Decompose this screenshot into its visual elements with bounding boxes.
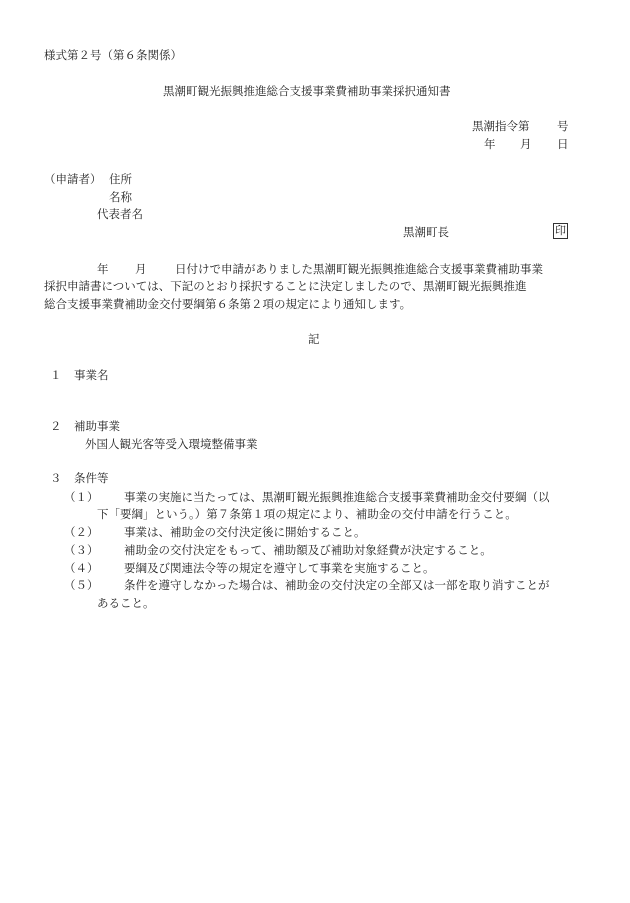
applicant-address-label: 住所 bbox=[109, 172, 132, 186]
body-line-2: 採択申請書については、下記のとおり採択することに決定しましたので、黒潮町観光振興推進 bbox=[44, 279, 527, 293]
condition-3-line-1: 補助金の交付決定をもって、補助額及び補助対象経費が決定すること。 bbox=[124, 543, 492, 557]
condition-2-number: （２） bbox=[64, 525, 99, 539]
ref-date-month: 月 bbox=[520, 137, 532, 151]
body-line-1: 日付けで申請がありました黒潮町観光振興推進総合支援事業費補助事業 bbox=[175, 262, 543, 276]
ref-date-year: 年 bbox=[484, 137, 496, 151]
body-month: 月 bbox=[135, 262, 147, 276]
form-label: 様式第２号（第６条関係） bbox=[44, 48, 182, 62]
section-1-label: 事業名 bbox=[74, 368, 109, 382]
ref-number-suffix: 号 bbox=[557, 119, 569, 133]
section-2-label: 補助事業 bbox=[74, 419, 120, 433]
condition-4-line-1: 要綱及び関連法令等の規定を遵守して事業を実施すること。 bbox=[124, 561, 435, 575]
condition-1-line-2: 下「要綱」という。）第７条第１項の規定により、補助金の交付申請を行うこと。 bbox=[97, 507, 517, 521]
applicant-name-label: 名称 bbox=[109, 190, 132, 204]
seal-mark: 印 bbox=[555, 224, 566, 237]
ki-marker: 記 bbox=[308, 332, 320, 346]
condition-4-number: （４） bbox=[64, 561, 99, 575]
condition-3-number: （３） bbox=[64, 543, 99, 557]
condition-5-line-2: あること。 bbox=[97, 596, 155, 610]
section-3-number: ３ bbox=[50, 471, 62, 485]
condition-1-number: （１） bbox=[64, 490, 99, 504]
issuer-name: 黒潮町長 bbox=[403, 225, 449, 239]
section-3-label: 条件等 bbox=[74, 471, 109, 485]
section-2-number: ２ bbox=[50, 419, 62, 433]
condition-2-line-1: 事業は、補助金の交付決定後に開始すること。 bbox=[124, 525, 366, 539]
condition-5-line-1: 条件を遵守しなかった場合は、補助金の交付決定の全部又は一部を取り消すことが bbox=[124, 578, 550, 592]
section-1-number: １ bbox=[50, 368, 62, 382]
section-2-value: 外国人観光客等受入環境整備事業 bbox=[85, 437, 258, 451]
ref-date-day: 日 bbox=[557, 137, 569, 151]
ref-number-prefix: 黒潮指令第 bbox=[472, 119, 530, 133]
condition-1-line-1: 事業の実施に当たっては、黒潮町観光振興推進総合支援事業費補助金交付要綱（以 bbox=[124, 490, 550, 504]
body-year: 年 bbox=[97, 262, 109, 276]
document-title: 黒潮町観光振興推進総合支援事業費補助事業採択通知書 bbox=[163, 84, 451, 98]
condition-5-number: （５） bbox=[64, 578, 99, 592]
applicant-label: （申請者） bbox=[44, 172, 102, 186]
applicant-representative-label: 代表者名 bbox=[97, 207, 143, 221]
body-line-3: 総合支援事業費補助金交付要綱第６条第２項の規定により通知します。 bbox=[44, 297, 412, 311]
